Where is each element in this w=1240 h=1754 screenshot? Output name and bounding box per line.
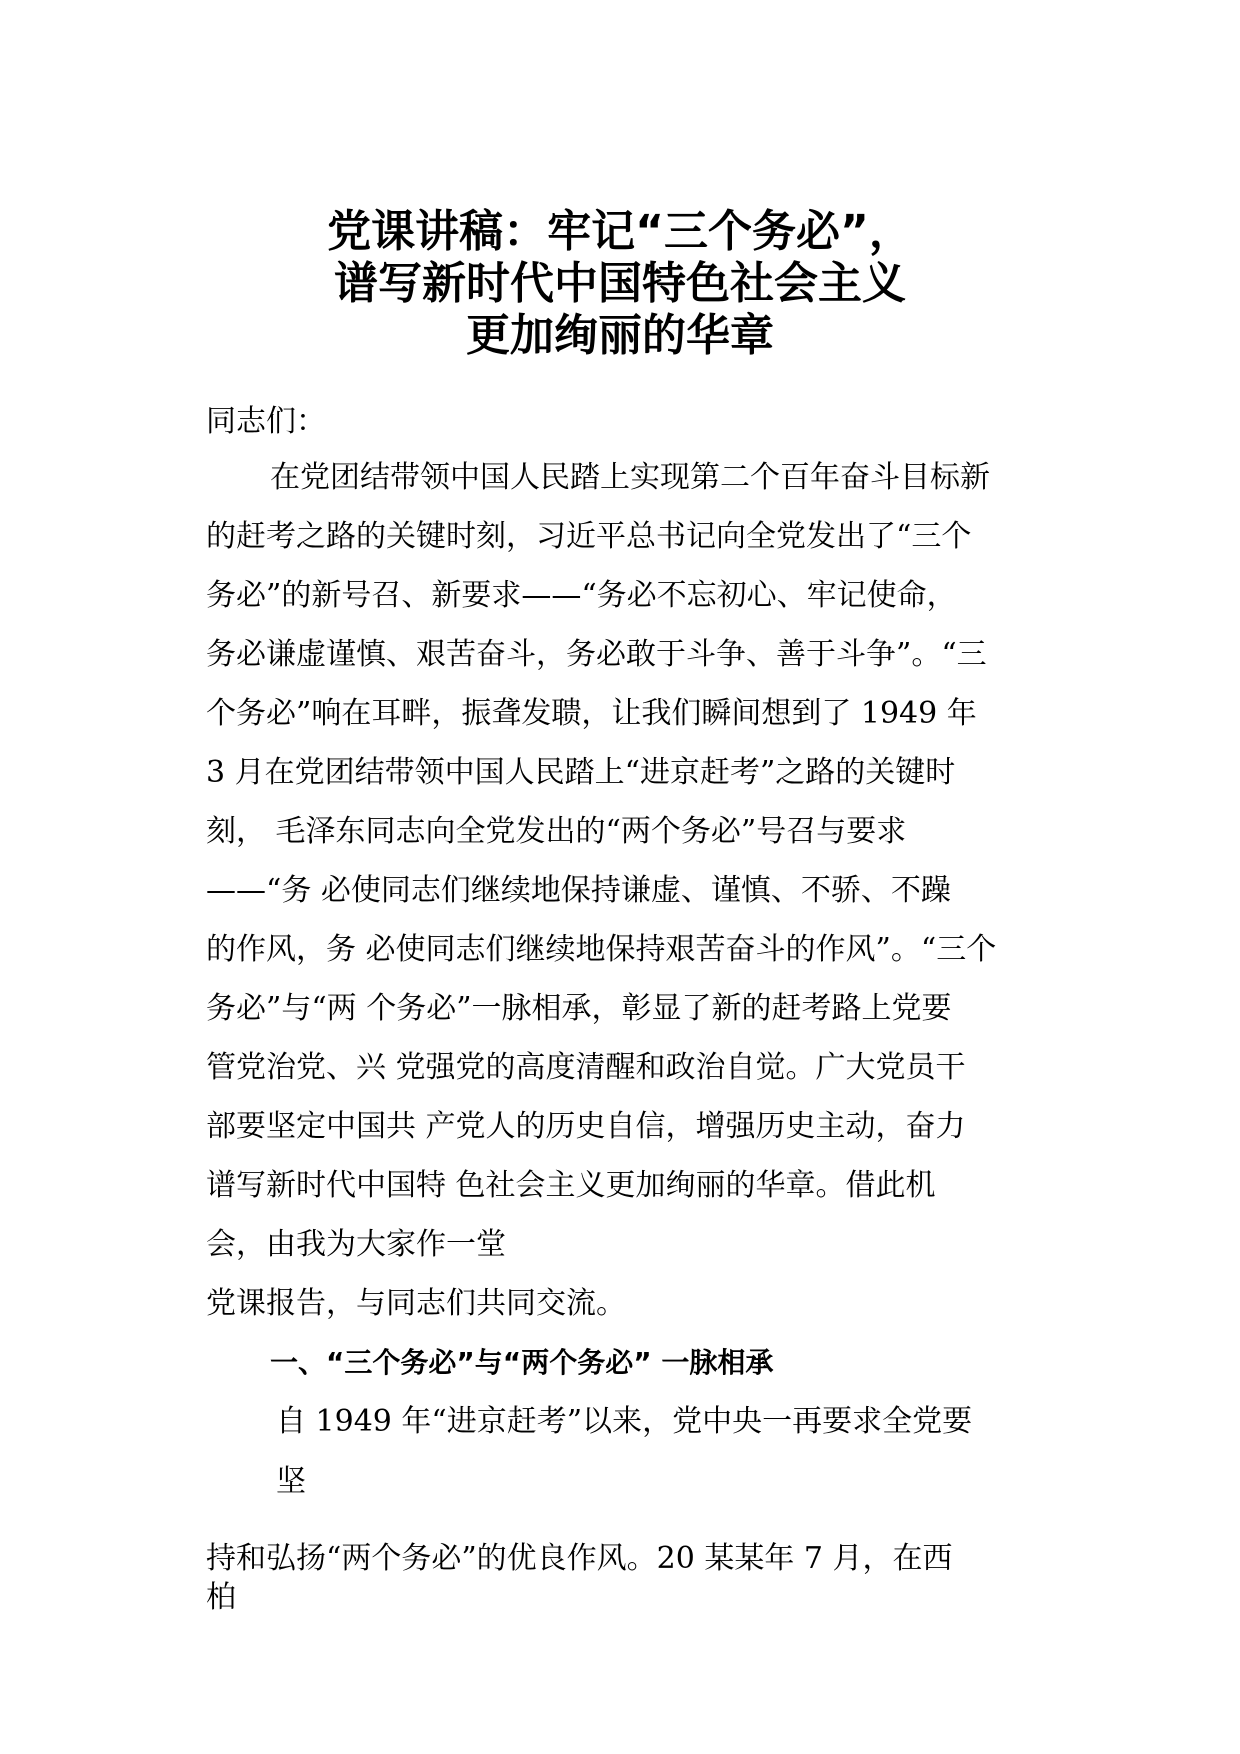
section-line: 持和弘扬“两个务必”的优良作风。20 某某年 7 月，在西 [206,1541,953,1576]
body-line: 务必”的新号召、新要求——“务必不忘初心、牢记使命， [206,578,957,613]
body-line: 会，由我为大家作一堂 [206,1227,506,1262]
salutation: 同志们： [206,404,326,439]
section-line: 柏 [206,1580,236,1615]
body-line: 3 月在党团结带领中国人民踏上“进京赶考”之路的关键时 [206,755,956,790]
title-line: 谱写新时代中国特色社会主义 [334,258,906,309]
section-heading: 一、“三个务必”与“两个务必” 一脉相承 [270,1346,774,1379]
body-line: 党课报告，与同志们共同交流。 [206,1286,626,1321]
body-line: 刻， 毛泽东同志向全党发出的“两个务必”号召与要求 [206,814,907,849]
title-line: 党课讲稿：牢记“三个务必”， [327,206,913,257]
body-line: 务必”与“两 个务必”一脉相承，彰显了新的赶考路上党要 [206,991,952,1026]
section-line: 自 1949 年“进京赶考”以来，党中央一再要求全党要 [276,1404,973,1439]
body-line: 的作风，务 必使同志们继续地保持艰苦奋斗的作风”。“三个 [206,932,997,967]
body-line: 管党治党、兴 党强党的高度清醒和政治自觉。广大党员干 [206,1050,966,1085]
body-line: 在党团结带领中国人民踏上实现第二个百年奋斗目标新 [270,460,990,495]
document-title [0,206,1240,362]
body-line: 务必谦虚谨慎、艰苦奋斗，务必敢于斗争、善于斗争”。“三 [206,637,987,672]
body-line: 部要坚定中国共 产党人的历史自信，增强历史主动，奋力 [206,1109,966,1144]
body-line: ——“务 必使同志们继续地保持谦虚、谨慎、不骄、不躁 [206,873,951,908]
body-line: 个务必”响在耳畔，振聋发聩，让我们瞬间想到了 1949 年 [206,696,977,731]
body-line: 的赶考之路的关键时刻，习近平总书记向全党发出了“三个 [206,519,972,554]
title-line: 更加绚丽的华章 [466,310,774,361]
body-line: 谱写新时代中国特 色社会主义更加绚丽的华章。借此机 [206,1168,936,1203]
section-line: 坚 [276,1464,306,1499]
